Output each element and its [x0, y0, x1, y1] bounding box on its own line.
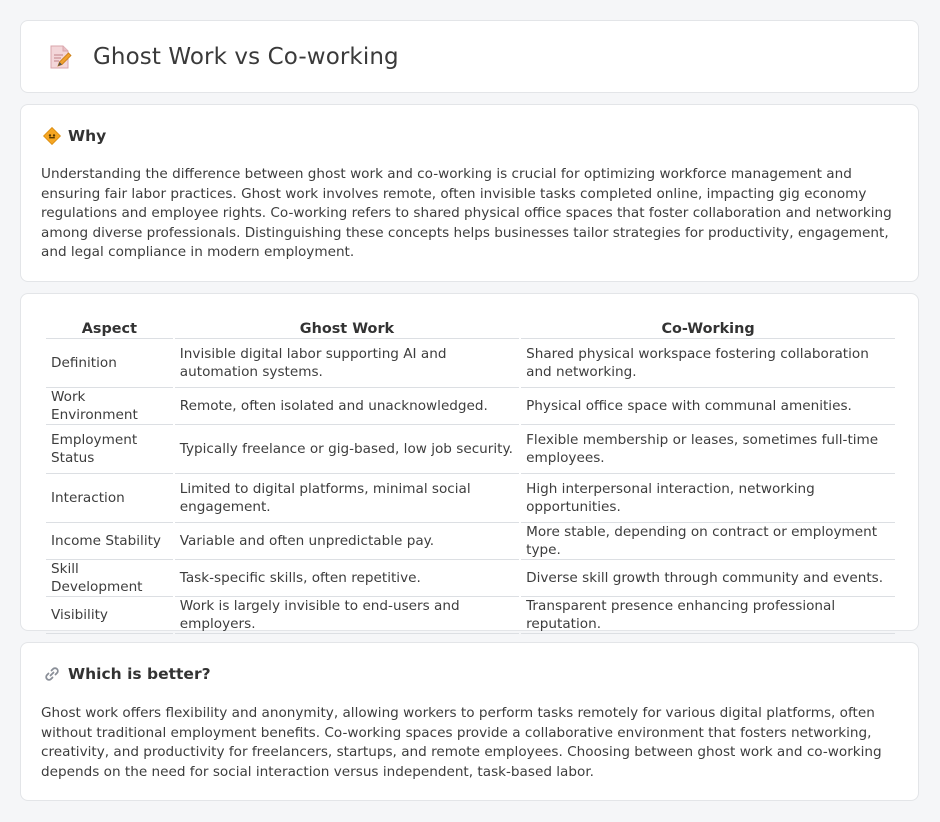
table-row	[46, 473, 895, 522]
why-title: Why	[68, 127, 107, 145]
ghost-work-cell: Invisible digital labor supporting AI and automation systems.	[175, 338, 519, 387]
page-title: Ghost Work vs Co-working	[93, 43, 399, 70]
comparison-section	[20, 293, 919, 631]
table-header-row	[46, 317, 895, 338]
aspect-cell: Work Environment	[46, 387, 173, 424]
comparison-table	[44, 317, 897, 634]
document-pencil-icon	[47, 44, 73, 70]
column-header-aspect: Aspect	[81, 321, 137, 337]
column-header-ghost-work: Ghost Work	[299, 321, 395, 337]
which-is-better-section	[20, 642, 919, 801]
diamond-sign-icon	[43, 127, 61, 145]
table-row	[46, 424, 895, 473]
aspect-cell: Definition	[46, 338, 173, 387]
co-working-cell: Shared physical workspace fostering collaboration and networking.	[521, 338, 895, 387]
table-row	[46, 387, 895, 424]
co-working-cell: Diverse skill growth through community and events.	[521, 559, 895, 596]
co-working-cell: Flexible membership or leases, sometimes full-time employees.	[521, 424, 895, 473]
co-working-cell: Physical office space with communal amenities.	[521, 387, 895, 424]
why-text: Understanding the difference between ghost work and co-working is crucial for optimizing workforce management and ensuring fair labor practices. Ghost work involves remote, often invisible tasks completed online, impacting gig economy regulations and employee rights. Co-working refers to shared physical office spaces that foster collaboration and networking among diverse professionals. Distinguishing these concepts helps businesses tailor strategies for productivity, engagement, and legal compliance in modern employment.	[41, 166, 892, 261]
link-icon	[43, 665, 61, 683]
why-section	[20, 104, 919, 282]
better-heading	[43, 665, 211, 683]
aspect-cell: Income Stability	[46, 522, 173, 559]
title-card	[20, 20, 919, 93]
co-working-cell: More stable, depending on contract or employment type.	[521, 522, 895, 559]
table-row	[46, 596, 895, 634]
table-row	[46, 522, 895, 559]
ghost-work-cell: Variable and often unpredictable pay.	[175, 522, 519, 559]
aspect-cell: Skill Development	[46, 559, 173, 596]
table-row	[46, 338, 895, 387]
ghost-work-cell: Typically freelance or gig-based, low job security.	[175, 424, 519, 473]
better-title: Which is better?	[68, 665, 211, 683]
ghost-work-cell: Limited to digital platforms, minimal social engagement.	[175, 473, 519, 522]
co-working-cell: Transparent presence enhancing professional reputation.	[521, 596, 895, 634]
ghost-work-cell: Remote, often isolated and unacknowledged.	[175, 387, 519, 424]
table-row	[46, 559, 895, 596]
ghost-work-cell: Work is largely invisible to end-users and employers.	[175, 596, 519, 634]
column-header-co-working: Co-Working	[661, 321, 755, 337]
co-working-cell: High interpersonal interaction, networking opportunities.	[521, 473, 895, 522]
aspect-cell: Employment Status	[46, 424, 173, 473]
title-row	[21, 21, 918, 92]
why-heading	[43, 127, 106, 145]
better-text: Ghost work offers flexibility and anonymity, allowing workers to perform tasks remotely for various digital platforms, often without traditional employment benefits. Co-working spaces provide a collaborative environment that fosters networking, creativity, and productivity for freelancers, startups, and remote employees. Choosing between ghost work and co-working depends on the need for social interaction versus independent, task-based labor.	[41, 705, 882, 780]
aspect-cell: Interaction	[46, 473, 173, 522]
ghost-work-cell: Task-specific skills, often repetitive.	[175, 559, 519, 596]
aspect-cell: Visibility	[46, 596, 173, 634]
